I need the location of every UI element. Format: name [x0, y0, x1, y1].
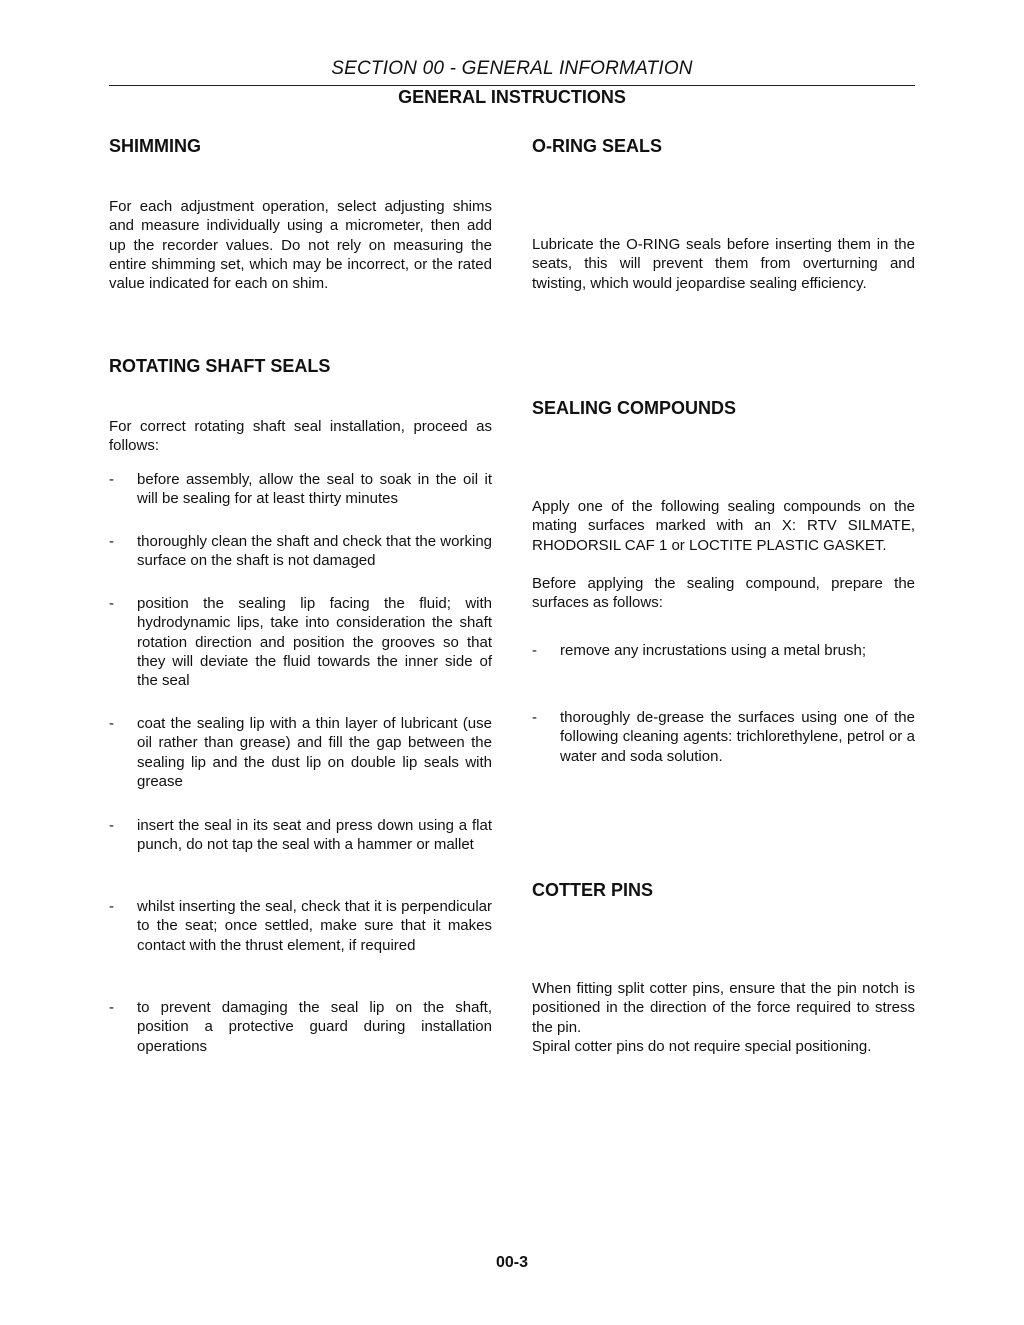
- list-item-text: position the sealing lip facing the fluid; with hydrodynamic lips, take into consideration the shaft rotation direction and position the grooves so that they will deviate the fluid towards the inner side of the seal: [137, 595, 492, 690]
- shimming-text: For each adjustment operation, select adjusting shims and measure individually using a micrometer, then add up the recorder values. Do not rely on measuring the entire shimming set, which may be incorrect, or the rated value indicated for each on shim.: [109, 198, 492, 293]
- heading-sealing-compounds: SEALING COMPOUNDS: [532, 398, 737, 418]
- list-item-text: thoroughly clean the shaft and check that the working surface on the shaft is not damaged: [137, 533, 492, 570]
- heading-rotating-shaft-seals: ROTATING SHAFT SEALS: [109, 356, 331, 376]
- bullet-dash: -: [109, 471, 114, 488]
- rotating-shaft-seals-intro: For correct rotating shaft seal installation, proceed as follows:: [109, 418, 492, 455]
- bullet-dash: -: [109, 595, 114, 612]
- page-number: 00-3: [495, 1254, 529, 1271]
- bullet-dash: -: [109, 715, 114, 732]
- bullet-dash: -: [109, 817, 114, 834]
- list-item-text: thoroughly de-grease the surfaces using one of the following cleaning agents: trichlorethylene, petrol or a water and soda solution.: [560, 709, 915, 765]
- cotter-pins-text-2: Spiral cotter pins do not require special positioning.: [532, 1038, 872, 1055]
- section-title: SECTION 00 - GENERAL INFORMATION: [331, 58, 693, 79]
- list-item-text: to prevent damaging the seal lip on the shaft, position a protective guard during installation operations: [137, 999, 492, 1055]
- heading-shimming: SHIMMING: [109, 136, 201, 156]
- header-rule: [109, 85, 915, 86]
- cotter-pins-text-1: When fitting split cotter pins, ensure that the pin notch is positioned in the direction of the force required to stress the pin.: [532, 980, 915, 1036]
- document-title: GENERAL INSTRUCTIONS: [398, 87, 626, 107]
- bullet-dash: -: [109, 999, 114, 1016]
- o-ring-seals-text: Lubricate the O-RING seals before inserting them in the seats, this will prevent them from overturning and twisting, which would jeopardise sealing efficiency.: [532, 236, 915, 292]
- sealing-compounds-text-2: Before applying the sealing compound, prepare the surfaces as follows:: [532, 575, 915, 612]
- list-item-text: whilst inserting the seal, check that it is perpendicular to the seat; once settled, make sure that it makes contact with the thrust element, if required: [137, 898, 492, 954]
- bullet-dash: -: [532, 642, 537, 659]
- list-item-text: remove any incrustations using a metal brush;: [560, 642, 866, 659]
- bullet-dash: -: [109, 533, 114, 550]
- list-item-text: insert the seal in its seat and press down using a flat punch, do not tap the seal with a hammer or mallet: [137, 817, 492, 854]
- heading-cotter-pins: COTTER PINS: [532, 880, 654, 900]
- bullet-dash: -: [109, 898, 114, 915]
- list-item-text: before assembly, allow the seal to soak in the oil it will be sealing for at least thirty minutes: [137, 471, 492, 508]
- bullet-dash: -: [532, 709, 537, 726]
- sealing-compounds-text-1: Apply one of the following sealing compounds on the mating surfaces marked with an X: RTV SILMATE, RHODORSIL CAF 1 or LOCTITE PLASTIC GASKET.: [532, 498, 915, 554]
- list-item-text: coat the sealing lip with a thin layer of lubricant (use oil rather than grease) and fill the gap between the sealing lip and the dust lip on double lip seals with grease: [137, 715, 492, 790]
- heading-o-ring-seals: O-RING SEALS: [532, 136, 663, 156]
